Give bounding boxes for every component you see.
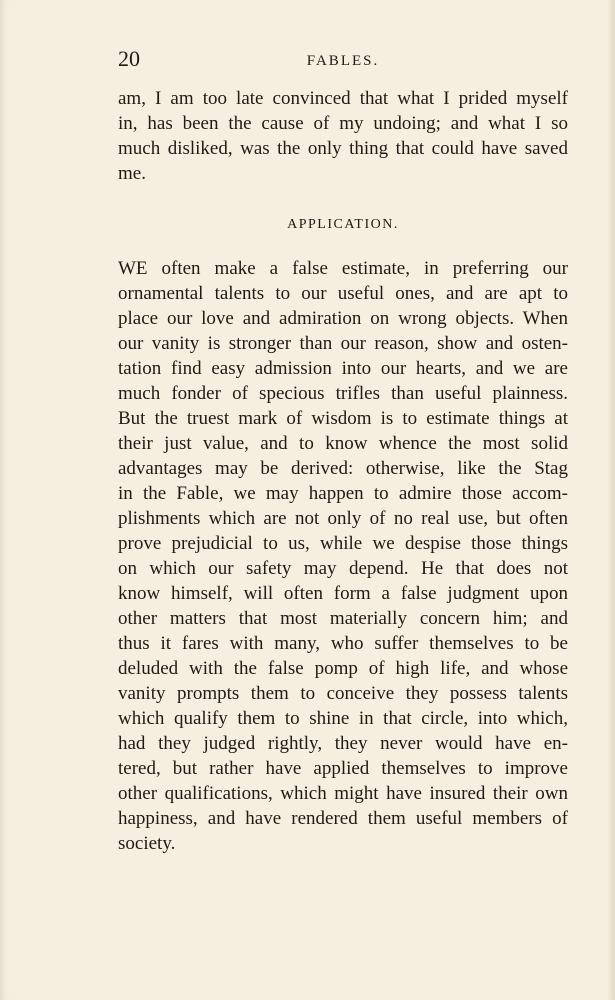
text-line: But the truest mark of wisdom is to estimate things at: [118, 408, 568, 429]
text-line: their just value, and to know whence the most solid: [118, 433, 568, 454]
text-line: place our love and admiration on wrong objects. When: [118, 308, 568, 329]
page-edge-shadow: [607, 0, 615, 1000]
text-line: vanity prompts them to conceive they possess talents: [118, 683, 568, 704]
text-line: much disliked, was the only thing that could have saved: [118, 138, 568, 159]
text-line: plishments which are not only of no real use, but often: [118, 508, 568, 529]
page-header: [118, 46, 568, 72]
text-line: deluded with the false pomp of high life, and whose: [118, 658, 568, 679]
text-line: tered, but rather have applied themselves to improve: [118, 758, 568, 779]
text-line: ornamental talents to our useful ones, and are apt to: [118, 283, 568, 304]
text-line: in the Fable, we may happen to admire those accom-: [118, 483, 568, 504]
text-line: happiness, and have rendered them useful members of: [118, 808, 568, 829]
text-line: tation find easy admission into our hearts, and we are: [118, 358, 568, 379]
text-line: which qualify them to shine in that circle, into which,: [118, 708, 568, 729]
page-number: 20: [118, 46, 140, 71]
text-line: am, I am too late convinced that what I prided myself: [118, 88, 568, 109]
text-line: our vanity is stronger than our reason, show and osten-: [118, 333, 568, 354]
text-line: WE often make a false estimate, in preferring our: [118, 258, 568, 279]
text-line: society.: [118, 833, 176, 854]
text-line: know himself, will often form a false judgment upon: [118, 583, 568, 604]
text-line: prove prejudicial to us, while we despise those things: [118, 533, 568, 554]
text-line: me.: [118, 163, 146, 184]
section-heading: APPLICATION.: [287, 217, 399, 232]
text-line: had they judged rightly, they never would have en-: [118, 733, 568, 754]
text-line: in, has been the cause of my undoing; and what I so: [118, 113, 568, 134]
text-line: other qualifications, which might have insured their own: [118, 783, 568, 804]
running-title: FABLES.: [306, 53, 380, 69]
text-line: much fonder of specious trifles than useful plainness.: [118, 383, 568, 404]
text-line: advantages may be derived: otherwise, like the Stag: [118, 458, 568, 479]
text-line: other matters that most materially concern him; and: [118, 608, 568, 629]
text-line: thus it fares with many, who suffer themselves to be: [118, 633, 568, 654]
text-line: on which our safety may depend. He that does not: [118, 558, 568, 579]
